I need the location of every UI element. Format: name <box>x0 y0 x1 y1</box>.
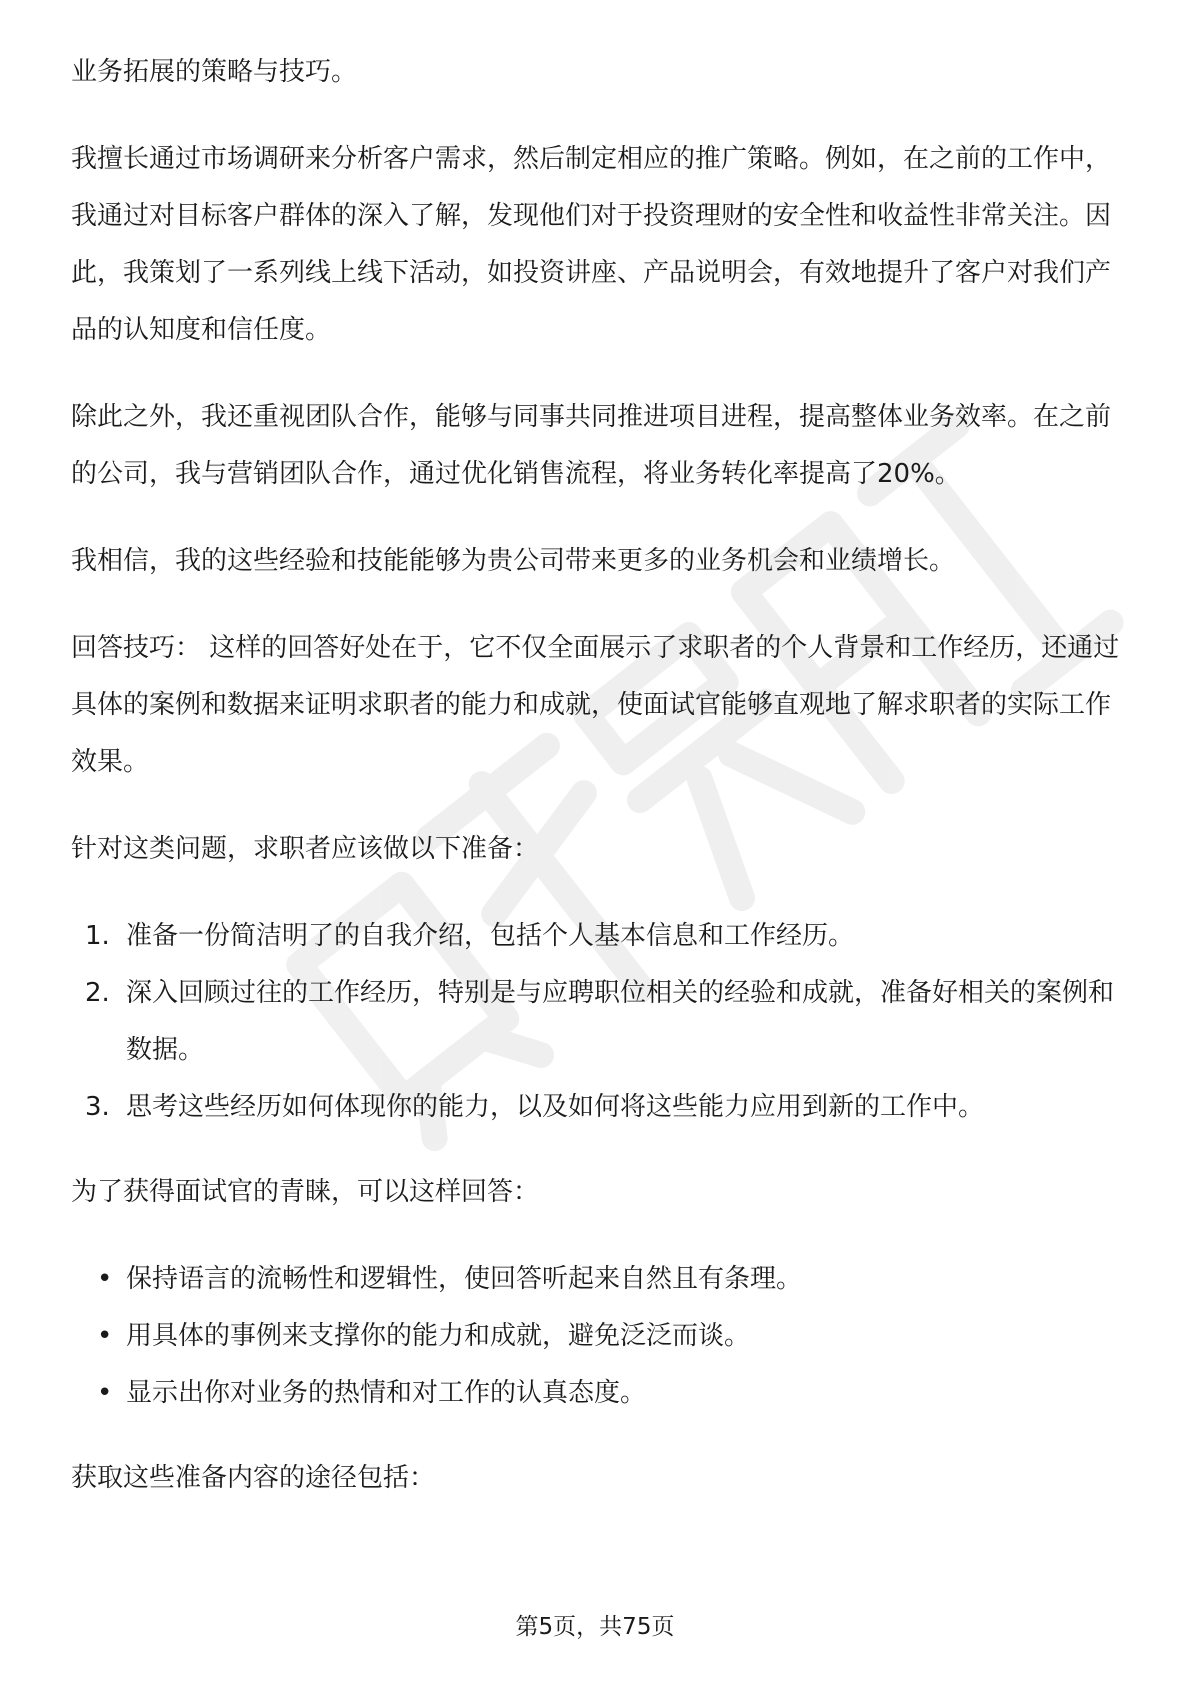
list-item-text: 显示出你对业务的热情和对工作的认真态度。 <box>126 1378 647 1408</box>
list-item <box>71 1079 1121 1136</box>
list-item-text: 准备一份简洁明了的自我介绍，包括个人基本信息和工作经历。 <box>126 921 855 951</box>
list-item <box>71 1365 1121 1422</box>
bullet-icon: • <box>97 1378 113 1408</box>
answer-tips-list <box>71 1251 1121 1422</box>
paragraph-preparation-intro: 针对这类问题，求职者应该做以下准备： <box>71 834 540 864</box>
list-item <box>71 1308 1121 1365</box>
document-body <box>71 44 1121 1537</box>
list-item-text: 思考这些经历如何体现你的能力，以及如何将这些能力应用到新的工作中。 <box>126 1092 985 1122</box>
list-item <box>71 908 1121 965</box>
bullet-icon: • <box>97 1264 113 1294</box>
preparation-list <box>71 908 1121 1136</box>
list-item-text: 用具体的事例来支撑你的能力和成就，避免泛泛而谈。 <box>126 1321 751 1351</box>
paragraph-sources: 获取这些准备内容的途径包括： <box>71 1463 436 1493</box>
paragraph-market-research: 我擅长通过市场调研来分析客户需求，然后制定相应的推广策略。例如，在之前的工作中，我通过对目标客户群体的深入了解，发现他们对于投资理财的安全性和收益性非常关注。因此，我策划了一系列线上线下活动，如投资讲座、产品说明会，有效地提升了客户对我们产品的认知度和信任度。 <box>71 144 1112 345</box>
list-item <box>71 1251 1121 1308</box>
paragraph-belief: 我相信，我的这些经验和技能能够为贵公司带来更多的业务机会和业绩增长。 <box>71 546 956 576</box>
paragraph-intro: 业务拓展的策略与技巧。 <box>71 57 358 87</box>
bullet-icon: • <box>97 1321 113 1351</box>
paragraph-answer-tips: 回答技巧： 这样的回答好处在于，它不仅全面展示了求职者的个人背景和工作经历，还通过具体的案例和数据来证明求职者的能力和成就，使面试官能够直观地了解求职者的实际工作效果。 <box>71 633 1120 777</box>
list-number: 3. <box>85 1092 110 1122</box>
paragraph-answer-method: 为了获得面试官的青睐，可以这样回答： <box>71 1177 540 1207</box>
list-item-text: 深入回顾过往的工作经历，特别是与应聘职位相关的经验和成就，准备好相关的案例和数据。 <box>126 978 1115 1065</box>
list-number: 1. <box>85 921 110 951</box>
page-number: 第5页，共75页 <box>515 1614 675 1640</box>
list-item <box>71 965 1121 1079</box>
list-number: 2. <box>85 978 110 1008</box>
paragraph-teamwork: 除此之外，我还重视团队合作，能够与同事共同推进项目进程，提高整体业务效率。在之前的公司，我与营销团队合作，通过优化销售流程，将业务转化率提高了20%。 <box>71 402 1112 489</box>
list-item-text: 保持语言的流畅性和逻辑性，使回答听起来自然且有条理。 <box>126 1264 803 1294</box>
